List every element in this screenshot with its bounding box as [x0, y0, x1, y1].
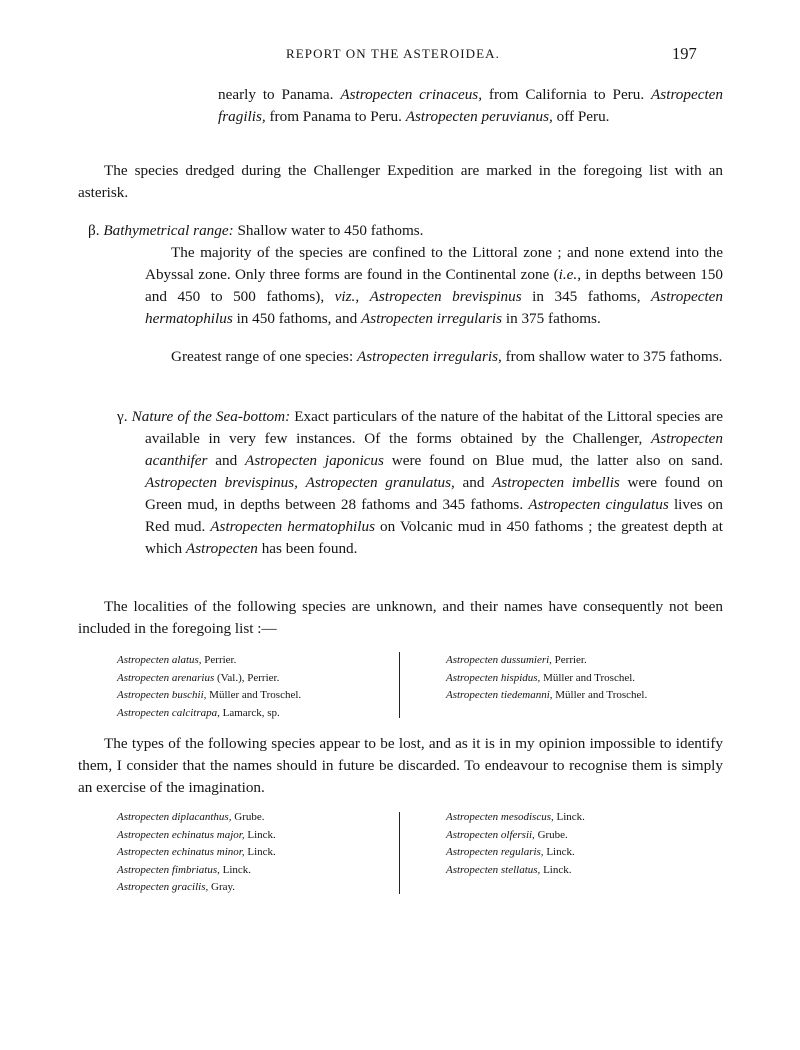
- species-list-item: Astropecten tiedemanni, Müller and Troschel.: [446, 689, 648, 701]
- greatest-range-paragraph: Greatest range of one species: Astropecten irregularis, from shallow water to 375 fathoms.: [171, 348, 723, 365]
- species-list-item: Astropecten alatus, Perrier.: [117, 654, 237, 666]
- species-list-item: Astropecten diplacanthus, Grube.: [117, 811, 265, 823]
- bathymetrical-range-lead: β. Bathymetrical range: Shallow water to 450 fathoms.: [88, 222, 424, 239]
- column-divider: [399, 652, 400, 718]
- species-list-item: Astropecten gracilis, Gray.: [117, 881, 236, 893]
- species-name: Astropecten japonicus: [245, 452, 384, 469]
- species-list-item: Astropecten mesodiscus, Linck.: [446, 811, 585, 823]
- species-name: Astropecten brevispinus: [369, 288, 522, 305]
- running-title: REPORT ON THE ASTEROIDEA.: [286, 46, 501, 61]
- species-list-item: Astropecten olfersii, Grube.: [446, 828, 568, 841]
- species-list-item: Astropecten echinatus major, Linck.: [117, 828, 276, 841]
- unknown-localities-right-column: [446, 652, 647, 705]
- species-name: Astropecten irregularis,: [356, 348, 502, 365]
- species-name: Astropecten imbellis: [492, 474, 620, 491]
- bathymetrical-range-paragraph: The majority of the species are confined to the Littoral zone ; and none extend into the Abyssal zone. Only three forms are found in the Continental zone (i.e., in depths between 150 and 450 to 500 fathoms), viz., Astropecten brevispinus in 345 fathoms, Astropecten hermatophilus in 450 fathoms, and Astropecten irregularis in 375 fathoms.: [145, 244, 723, 327]
- section-marker-gamma: γ.: [117, 408, 128, 425]
- species-name: Astropecten hermatophilus: [210, 518, 375, 535]
- species-list-item: Astropecten echinatus minor, Linck.: [117, 846, 276, 858]
- species-list-item: Astropecten dussumieri, Perrier.: [446, 654, 587, 666]
- unknown-localities-left-column: [117, 652, 301, 722]
- lost-types-intro: The types of the following species appear to be lost, and as it is in my opinion impossible to identify them, I consider that the names should in future be discarded. To endeavour to recognise them is simply an exercise of the imagination.: [78, 735, 723, 796]
- species-list-item: Astropecten stellatus, Linck.: [446, 863, 572, 876]
- species-name: Astropecten irregularis: [361, 310, 503, 327]
- species-name: Astropecten acanthifer: [145, 430, 723, 469]
- section-marker-beta: β.: [88, 222, 100, 239]
- species-name: Astropecten peruvianus,: [405, 108, 553, 125]
- column-divider: [399, 812, 400, 894]
- species-name: Astropecten granulatus,: [305, 474, 455, 491]
- species-name: Astropecten crinaceus,: [340, 86, 483, 103]
- species-list-item: Astropecten buschii, Müller and Troschel.: [117, 689, 302, 701]
- sea-bottom-paragraph: γ. Nature of the Sea-bottom: Exact particulars of the nature of the habitat of the Littoral species are available in very few instances. Of the forms obtained by the Challenger, Astropecten acanthifer and Astropecten japonicus were found on Blue mud, the latter also on sand. Astropecten brevispinus, Astropecten granulatus, and Astropecten imbellis were found on Green mud, in depths between 28 fathoms and 345 fathoms. Astropecten cingulatus lives on Red mud. Astropecten hermatophilus on Volcanic mud in 450 fathoms ; the greatest depth at which Astropecten has been found.: [117, 408, 723, 557]
- species-list-item: Astropecten regularis, Linck.: [446, 846, 575, 858]
- section-label: Nature of the Sea-bottom:: [131, 408, 291, 425]
- species-list-item: Astropecten hispidus, Müller and Troschel.: [446, 671, 636, 684]
- species-name: Astropecten fragilis,: [218, 86, 724, 125]
- page-number: 197: [672, 44, 697, 63]
- asterisk-note-paragraph: The species dredged during the Challenger Expedition are marked in the foregoing list with an asterisk.: [78, 162, 723, 201]
- lost-types-right-column: [446, 809, 585, 879]
- species-list-item: Astropecten fimbriatus, Linck.: [117, 863, 252, 876]
- species-name: Astropecten: [185, 540, 258, 557]
- species-name: Astropecten hermatophilus: [145, 288, 723, 327]
- species-list-item: Astropecten calcitrapa, Lamarck, sp.: [117, 706, 280, 719]
- continuation-paragraph: nearly to Panama. Astropecten crinaceus, from California to Peru. Astropecten fragilis, from Panama to Peru. Astropecten peruvianus, off Peru.: [218, 86, 724, 125]
- species-name: Astropecten cingulatus: [528, 496, 669, 513]
- section-label: Bathymetrical range:: [103, 222, 234, 239]
- page-header: [0, 44, 800, 64]
- unknown-localities-intro: The localities of the following species are unknown, and their names have consequently not been included in the foregoing list :—: [78, 598, 723, 637]
- species-name: Astropecten brevispinus,: [145, 474, 298, 491]
- lost-types-left-column: [117, 809, 276, 897]
- species-list-item: Astropecten arenarius (Val.), Perrier.: [117, 671, 280, 684]
